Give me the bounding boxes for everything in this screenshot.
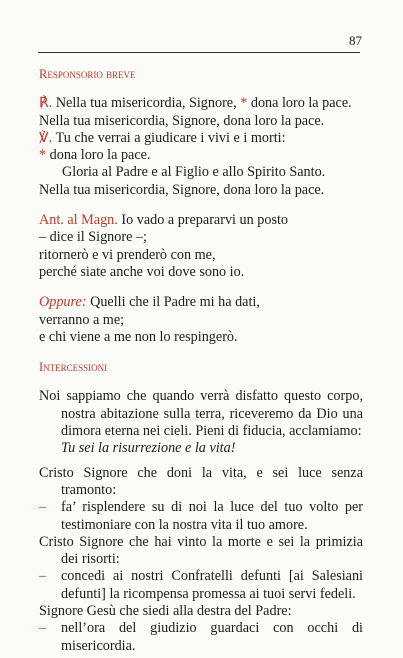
page-number: 87 (349, 33, 362, 48)
antifona-line: – dice il Signore –; (39, 229, 147, 246)
intercessioni-intro: Noi sappiamo che quando verrà disfatto questo corpo, nostra abitazione sulla terra, riceveremo da Dio una dimora eterna nei cieli. Pieni di fiducia, acclamiamo: Tu sei la risurrezione e la vita! (39, 388, 363, 457)
responsorio-heading: Responsorio breve (39, 67, 136, 81)
response: – nell’ora del giudizio guardaci con occhi di misericordia. (39, 620, 363, 654)
invocation: Signore Gesù che siedi alla destra del Padre: (39, 603, 292, 620)
antifona-line: perché siate anche voi dove sono io. (39, 263, 245, 280)
oppure-label: Oppure: (39, 294, 87, 311)
responsorio-line: ℟. Nella tua misericordia, Signore, * dona loro la pace. (39, 95, 352, 112)
responsorio-line: ℣. Tu che verrai a giudicare i vivi e i morti: (39, 129, 286, 146)
responsorio-line: Nella tua misericordia, Signore, dona loro la pace. (39, 112, 325, 129)
response: – concedi ai nostri Confratelli defunti [ai Salesiani defunti] la ricompensa promessa ai tuoi servi fedeli. (39, 568, 363, 602)
versicle-mark: ℣. (39, 129, 53, 146)
oppure-line: verranno a me; (39, 311, 125, 328)
response: – fa’ risplendere su di noi la luce del tuo volto per testimoniare con la nostra vita il tuo amore. (39, 499, 363, 533)
page-content (39, 66, 363, 655)
dash-mark: – (39, 568, 47, 585)
oppure-line: e chi viene a me non lo respingerò. (39, 328, 238, 345)
invocation: Cristo Signore che hai vinto la morte e sei la primizia dei risorti: (39, 533, 363, 568)
antifona-label: Ant. al Magn. (39, 212, 118, 229)
antifona-line: ritornerò e vi prenderò con me, (39, 246, 216, 263)
intercessioni-heading: Intercessioni (39, 360, 108, 375)
responsorio-line: Nella tua misericordia, Signore, dona loro la pace. (39, 181, 325, 198)
star-mark: * (240, 95, 248, 112)
dash-mark: – (39, 499, 47, 516)
intercessioni-refrain: Tu sei la risurrezione e la vita! (61, 440, 236, 457)
header-rule (38, 52, 360, 53)
gloria-line: Gloria al Padre e al Figlio e allo Spirito Santo. (62, 164, 326, 181)
antifona-line: Ant. al Magn. Io vado a prepararvi un posto (39, 212, 289, 229)
responsorio-line: * dona loro la pace. (39, 147, 151, 164)
dash-mark: – (39, 620, 47, 637)
response-mark: ℟. (39, 95, 53, 112)
oppure-line: Oppure: Quelli che il Padre mi ha dati, (39, 294, 260, 311)
invocation: Cristo Signore che doni la vita, e sei luce senza tramonto: (39, 464, 363, 498)
star-mark: * (39, 147, 47, 164)
